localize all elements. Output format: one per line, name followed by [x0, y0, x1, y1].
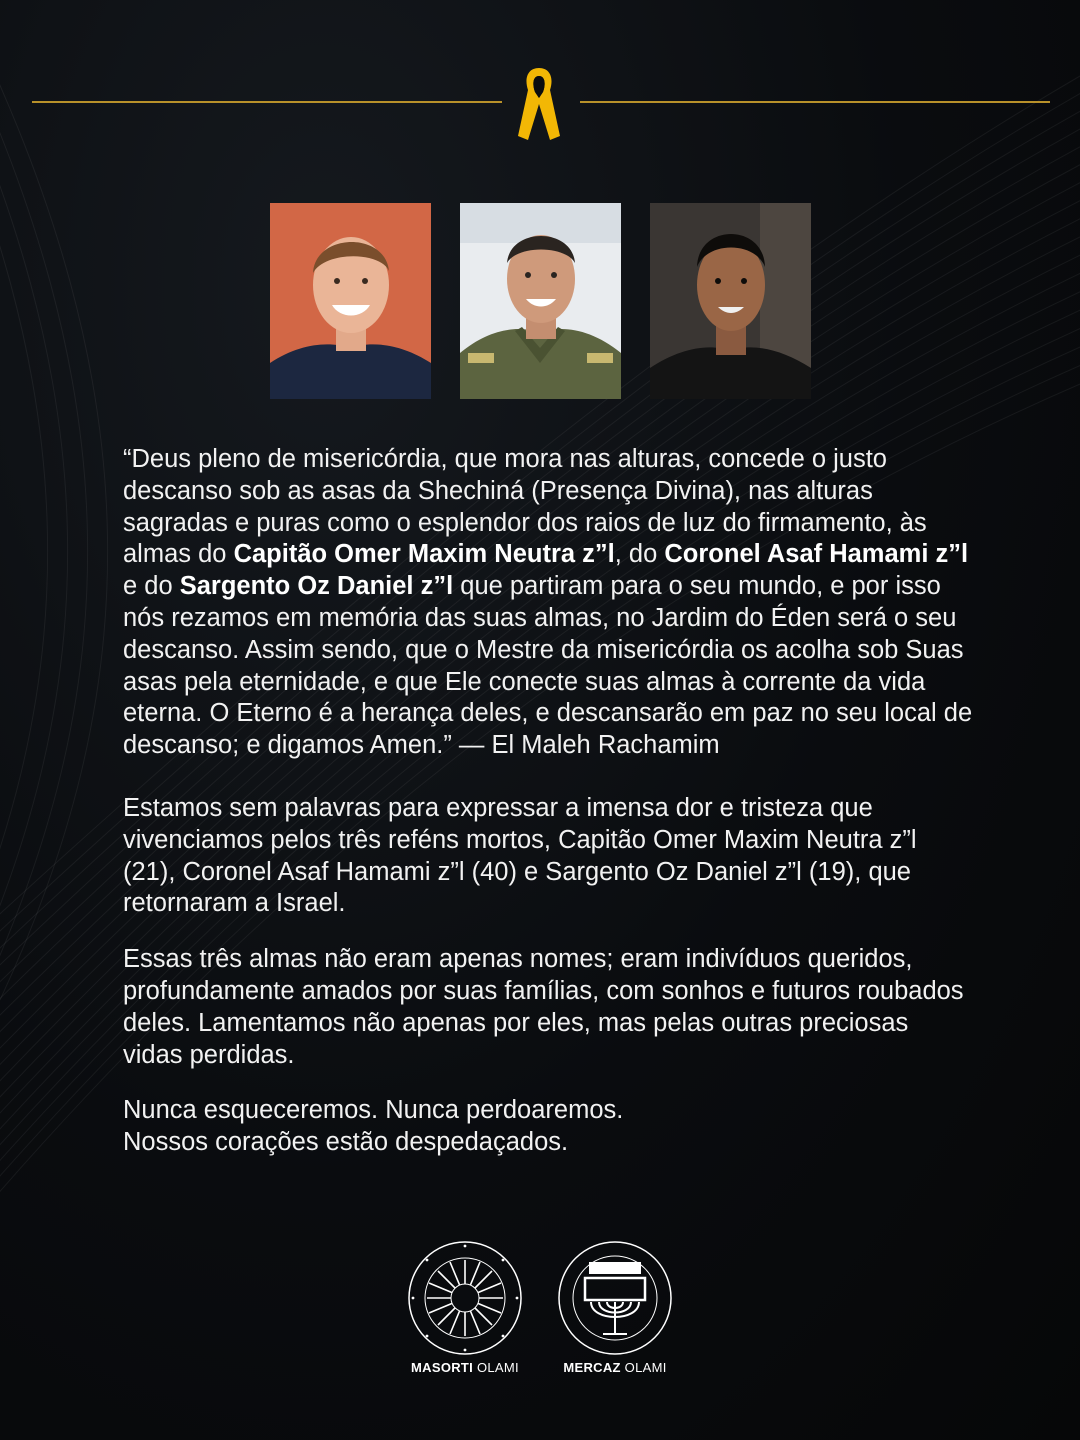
closing-paragraph: Nunca esqueceremos. Nunca perdoaremos. Nossos corações estão despedaçados.: [123, 1096, 624, 1157]
mercaz-olami-logo: [550, 1238, 680, 1375]
portrait-row: [270, 203, 811, 399]
memorial-text: [123, 444, 973, 1159]
yellow-ribbon-icon: [512, 64, 566, 144]
souls-paragraph: Essas três almas não eram apenas nomes; eram indivíduos queridos, profundamente amados por suas famílias, com sonhos e futuros roubados deles. Lamentamos não apenas por eles, mas pelas outras preciosas vidas perdidas.: [123, 945, 964, 1069]
photo-omer-neutra: [270, 203, 431, 399]
name-omer-neutra: Capitão Omer Maxim Neutra z”l: [233, 540, 615, 569]
gold-divider-right: [580, 101, 1050, 103]
masorti-emblem-icon: [405, 1238, 525, 1358]
logo-row: [400, 1238, 680, 1378]
gold-divider-left: [32, 101, 502, 103]
grief-paragraph: Estamos sem palavras para expressar a imensa dor e tristeza que vivenciamos pelos três reféns mortos, Capitão Omer Maxim Neutra z”l (21), Coronel Asaf Hamami z”l (40) e Sargento Oz Daniel z”l (19), que retornaram a Israel.: [123, 793, 917, 918]
mercaz-menorah-icon: [555, 1238, 675, 1358]
name-oz-daniel: Sargento Oz Daniel z”l: [179, 572, 454, 601]
masorti-olami-label: MASORTI OLAMI: [411, 1360, 519, 1375]
prayer-paragraph: “Deus pleno de misericórdia, que mora nas alturas, concede o justo descanso sob as asas da Shechiná (Presença Divina), nas alturas sagradas e puras como o esplendor dos raios de luz do firmamento, às almas do Capitão Omer Maxim Neutra z”l, do Coronel Asaf Hamami z”l e do Sargento Oz Daniel z”l que partiram para o seu mundo, e por isso nós rezamos em memória das suas almas, no Jardim do Éden será o seu descanso. Assim sendo, que o Mestre da misericórdia os acolha sob Suas asas pela eternidade, e que Ele conecte suas almas à corrente da vida eterna. O Eterno é a herança deles, e descansarão em paz no seu local de descanso; e digamos Amen.” — El Maleh Rachamim: [123, 445, 973, 760]
photo-oz-daniel: [650, 203, 811, 399]
masorti-olami-logo: [400, 1238, 530, 1375]
name-asaf-hamami: Coronel Asaf Hamami z”l: [664, 540, 969, 569]
mercaz-olami-label: MERCAZ OLAMI: [563, 1360, 667, 1375]
photo-asaf-hamami: [460, 203, 621, 399]
